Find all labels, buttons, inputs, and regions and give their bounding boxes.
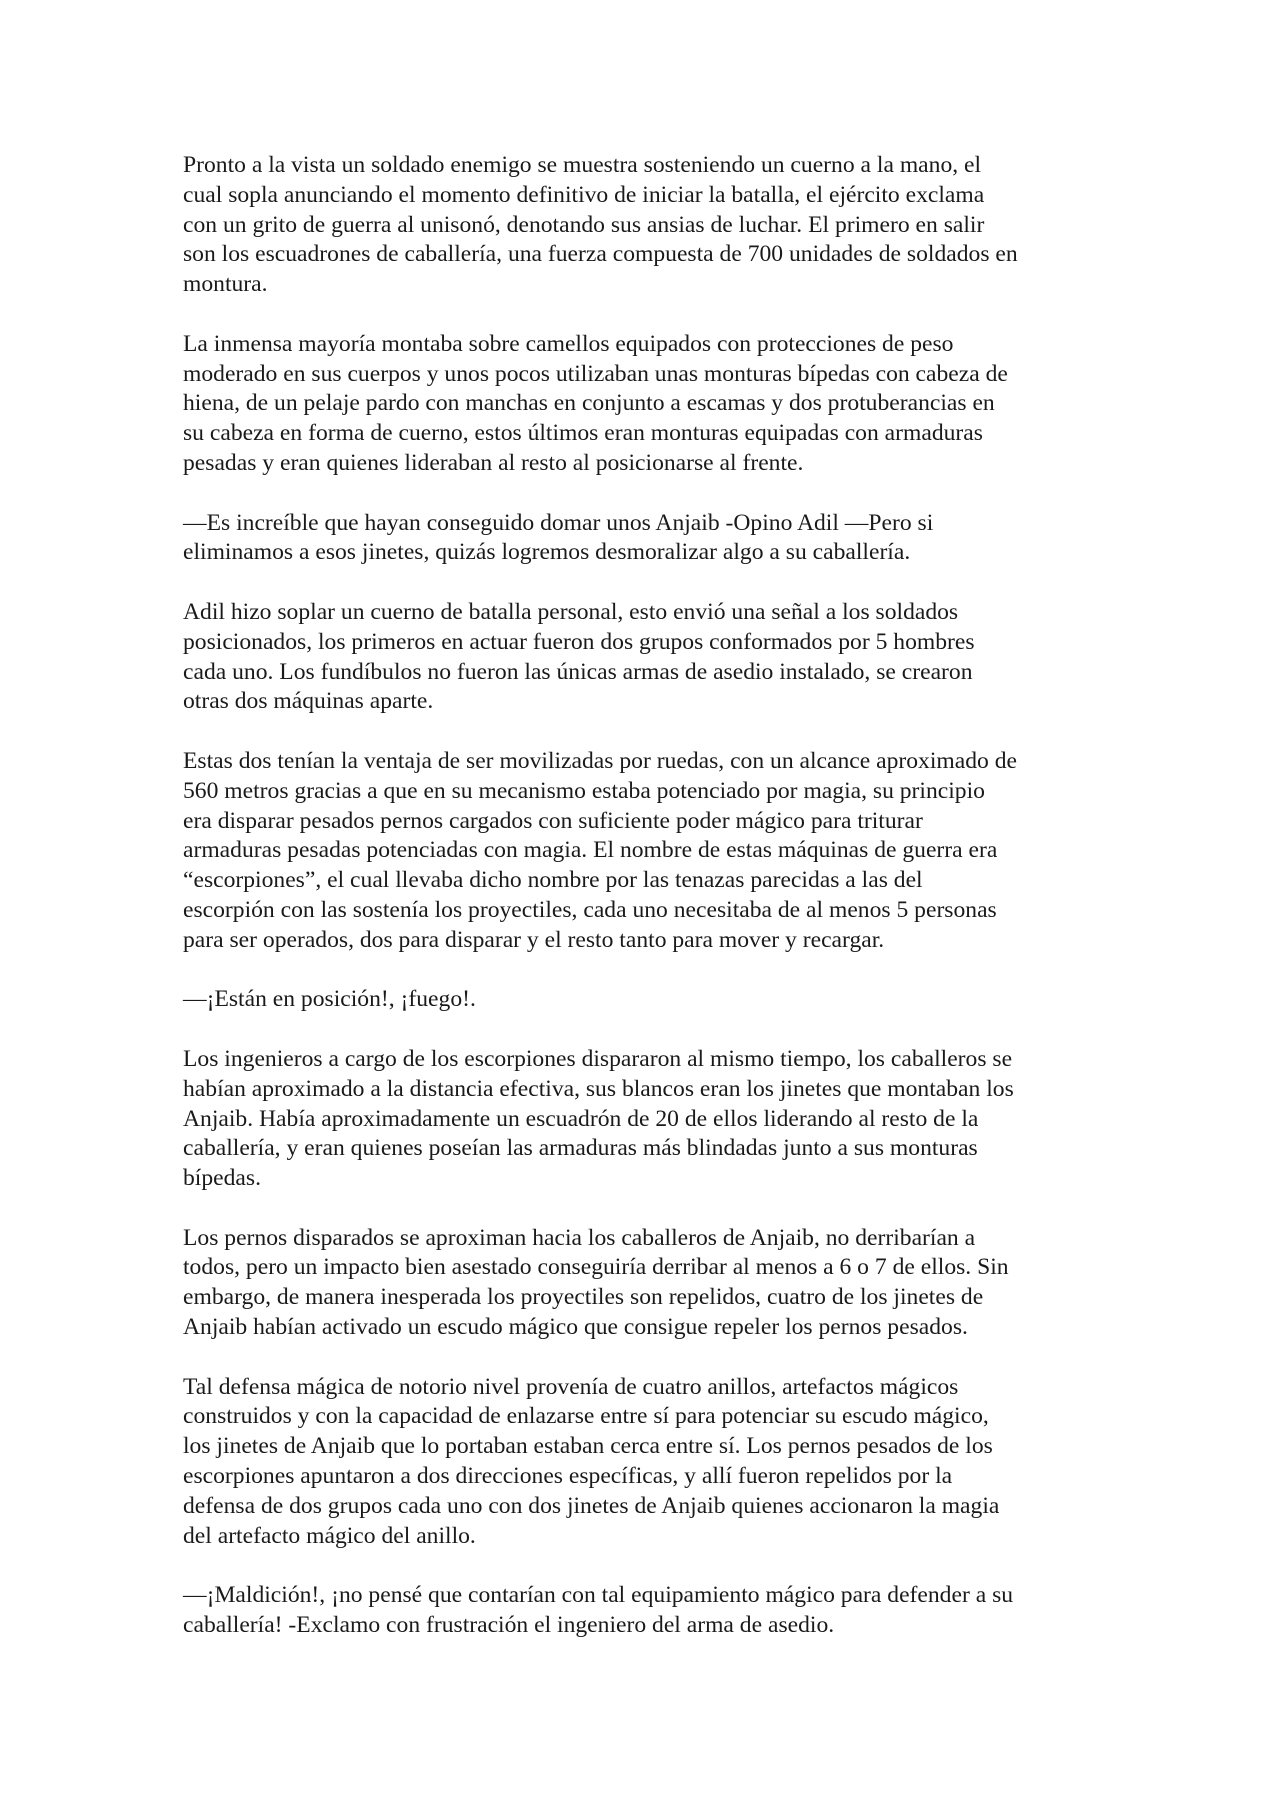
paragraph-9: Tal defensa mágica de notorio nivel provenía de cuatro anillos, artefactos mágicos construidos y con la capacidad de enlazarse entre sí para potenciar su escudo mágico, los jinetes de Anjaib que lo portaban estaban cerca entre sí. Los pernos pesados de los escorpiones apuntaron a dos direcciones específicas, y allí fueron repelidos por la defensa de dos grupos cada uno con dos jinetes de Anjaib quienes accionaron la magia del artefacto mágico del anillo. xyxy=(183,1373,1000,1549)
paragraph-10: —¡Maldición!, ¡no pensé que contarían con tal equipamiento mágico para defender a su caballería! -Exclamo con frustración el ingeniero del arma de asedio. xyxy=(183,1582,1014,1639)
document-body xyxy=(183,151,1113,1641)
paragraph-3: —Es increíble que hayan conseguido domar unos Anjaib -Opino Adil —Pero si eliminamos a esos jinetes, quizás logremos desmoralizar algo a su caballería. xyxy=(183,509,934,566)
paragraph-2: La inmensa mayoría montaba sobre camellos equipados con protecciones de peso moderado en sus cuerpos y unos pocos utilizaban unas monturas bípedas con cabeza de hiena, de un pelaje pardo con manchas en conjunto a escamas y dos protuberancias en su cabeza en forma de cuerno, estos últimos eran monturas equipadas con armaduras pesadas y eran quienes lideraban al resto al posicionarse al frente. xyxy=(183,330,1008,476)
paragraph-5: Estas dos tenían la ventaja de ser movilizadas por ruedas, con un alcance aproximado de 560 metros gracias a que en su mecanismo estaba potenciado por magia, su principio era disparar pesados pernos cargados con suficiente poder mágico para triturar armaduras pesadas potenciadas con magia. El nombre de estas máquinas de guerra era “escorpiones”, el cual llevaba dicho nombre por las tenazas parecidas a las del escorpión con las sostenía los proyectiles, cada uno necesitaba de al menos 5 personas para ser operados, dos para disparar y el resto tanto para mover y recargar. xyxy=(183,747,1017,953)
paragraph-6: —¡Están en posición!, ¡fuego!. xyxy=(183,986,476,1013)
paragraph-8: Los pernos disparados se aproximan hacia los caballeros de Anjaib, no derribarían a todos, pero un impacto bien asestado conseguiría derribar al menos a 6 o 7 de ellos. Sin embargo, de manera inesperada los proyectiles son repelidos, cuatro de los jinetes de Anjaib habían activado un escudo mágico que consigue repeler los pernos pesados. xyxy=(183,1224,1009,1341)
paragraph-1: Pronto a la vista un soldado enemigo se muestra sosteniendo un cuerno a la mano, el cual sopla anunciando el momento definitivo de iniciar la batalla, el ejército exclama con un grito de guerra al unisonó, denotando sus ansias de luchar. El primero en salir son los escuadrones de caballería, una fuerza compuesta de 700 unidades de soldados en montura. xyxy=(183,152,1018,298)
paragraph-7: Los ingenieros a cargo de los escorpiones dispararon al mismo tiempo, los caballeros se habían aproximado a la distancia efectiva, sus blancos eran los jinetes que montaban los Anjaib. Había aproximadamente un escuadrón de 20 de ellos liderando al resto de la caballería, y eran quienes poseían las armaduras más blindadas junto a sus monturas bípedas. xyxy=(183,1045,1014,1192)
paragraph-4: Adil hizo soplar un cuerno de batalla personal, esto envió una señal a los soldados posicionados, los primeros en actuar fueron dos grupos conformados por 5 hombres cada uno. Los fundíbulos no fueron las únicas armas de asedio instalado, se crearon otras dos máquinas aparte. xyxy=(183,598,975,715)
